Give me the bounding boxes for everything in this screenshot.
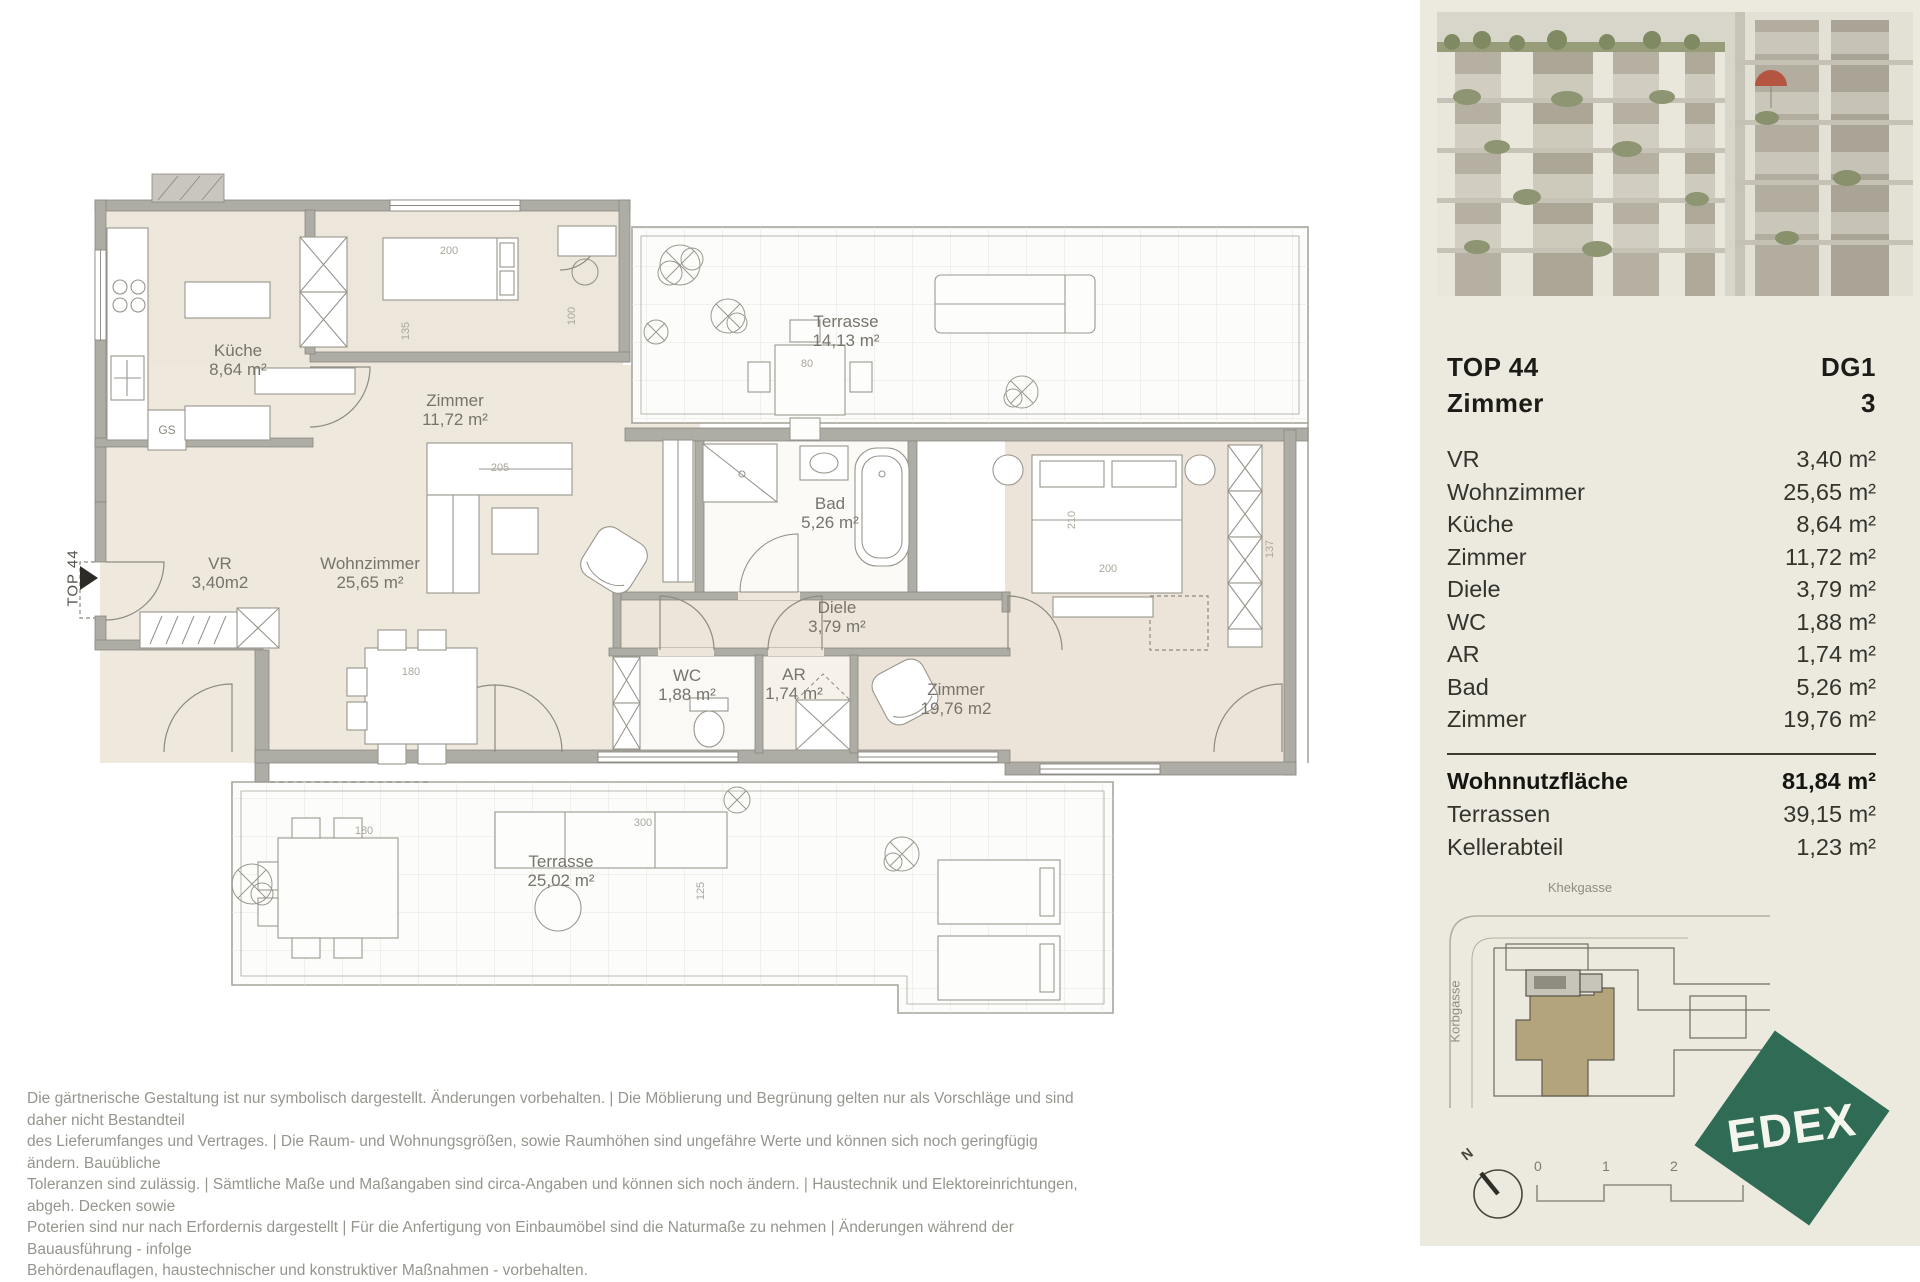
unit-floor: DG1 (1821, 352, 1876, 382)
table-row: VR 3,40 m² (1447, 446, 1876, 472)
street-label-left: Korbgasse (1447, 980, 1463, 1043)
dim-label: 200 (1098, 563, 1118, 575)
building-photo-art (1437, 12, 1913, 296)
room-label-ar: AR 1,74 m² (765, 665, 823, 703)
dim-label: 125 (695, 881, 707, 901)
room-label-terrasse-top: Terrasse 14,13 m² (812, 312, 880, 350)
summary-row-terraces: Terrassen 39,15 m² (1447, 801, 1876, 827)
table-row: Zimmer 19,76 m² (1447, 706, 1876, 732)
dim-label: 200 (439, 245, 459, 257)
street-label-top: Khekgasse (1547, 880, 1613, 895)
plan-entry-label: TOP 44 (64, 549, 82, 607)
room-label-vr: VR 3,40m2 (191, 554, 249, 592)
edex-logo-text: EDEX (1724, 1093, 1860, 1163)
table-row: Küche 8,64 m² (1447, 511, 1876, 537)
scale-tick: 0 (1534, 1158, 1542, 1174)
table-row: Zimmer 11,72 m² (1447, 543, 1876, 570)
room-label-bad: Bad 5,26 m² (801, 494, 859, 532)
table-row: Diele 3,79 m² (1447, 576, 1876, 602)
table-row: Bad 5,26 m² (1447, 673, 1876, 700)
room-label-zimmer1: Zimmer 11,72 m² (422, 391, 488, 429)
unit-header-row (1447, 352, 1876, 383)
dim-label: 180 (354, 825, 374, 837)
dim-label: 137 (1264, 539, 1276, 559)
building-photo (1437, 12, 1913, 296)
room-label-terrasse-bottom: Terrasse 25,02 m² (527, 852, 595, 890)
site-plan-map (1442, 900, 1772, 1120)
dim-label: 80 (800, 358, 814, 370)
disclaimer-text: Die gärtnerische Gestaltung ist nur symbolisch dargestellt. Änderungen vorbehalten. | Die Möblierung und Begrünung gelten nur als Vorschläge und sind daher nicht Bestandteil des Lieferumfanges und Vertrages. | Die Raum- und Wohnungsgrößen, sowie Raumhöhen sind ungefähre Werte und können sich noch geringfügig ändern. Bauübliche Toleranzen sind zulässig. | Sämtliche Maße und Maßangaben sind circa-Angaben und können sich noch ändern. | Haustechnik und Elektoreinrichtungen, abgeh. Decken sowie Poterien sind nur nach Erfordernis dargestellt | Für die Anfertigung von Einbaumöbel sind die Naturmaße zu nehmen | Änderungen während der Bauausführung - infolge Behördenauflagen, haustechnischer und konstruktiver Maßnahmen - vorbehalten. (27, 1090, 1078, 1279)
north-icon-label: N (1458, 1144, 1476, 1164)
label-gs-dishwasher: GS (158, 423, 176, 437)
scale-tick: 2 (1670, 1158, 1678, 1174)
room-label-wc: WC 1,88 m² (658, 666, 716, 704)
table-row: Wohnzimmer 25,65 m² (1447, 478, 1876, 505)
entry-arrow-icon (80, 566, 98, 590)
room-label-kueche: Küche 8,64 m² (209, 341, 267, 379)
rooms-count-value: 3 (1861, 388, 1876, 418)
north-arrow-icon (1466, 1160, 1530, 1224)
rooms-count-label: Zimmer (1447, 388, 1544, 418)
summary-row-total: Wohnnutzfläche 81,84 m² (1447, 768, 1876, 794)
dim-label: 100 (566, 306, 578, 326)
scale-tick: 1 (1602, 1158, 1610, 1174)
room-label-wohnzimmer: Wohnzimmer 25,65 m² (320, 554, 420, 592)
table-row: AR 1,74 m² (1447, 641, 1876, 667)
scale-bar (1536, 1182, 1766, 1208)
room-label-zimmer2: Zimmer 19,76 m2 (920, 680, 992, 718)
dim-label: 205 (490, 462, 510, 474)
info-sidebar (1420, 0, 1920, 1246)
room-label-diele: Diele 3,79 m² (808, 598, 866, 636)
dim-label: 300 (633, 817, 653, 829)
unit-number: TOP 44 (1447, 352, 1539, 382)
dim-label: 180 (401, 666, 421, 678)
rooms-count-row (1447, 388, 1876, 419)
dim-label: 210 (1066, 510, 1078, 530)
dim-label: 135 (400, 321, 412, 341)
summary-row-cellar: Kellerabteil 1,23 m² (1447, 834, 1876, 860)
table-row: WC 1,88 m² (1447, 608, 1876, 635)
table-divider (1447, 753, 1876, 755)
